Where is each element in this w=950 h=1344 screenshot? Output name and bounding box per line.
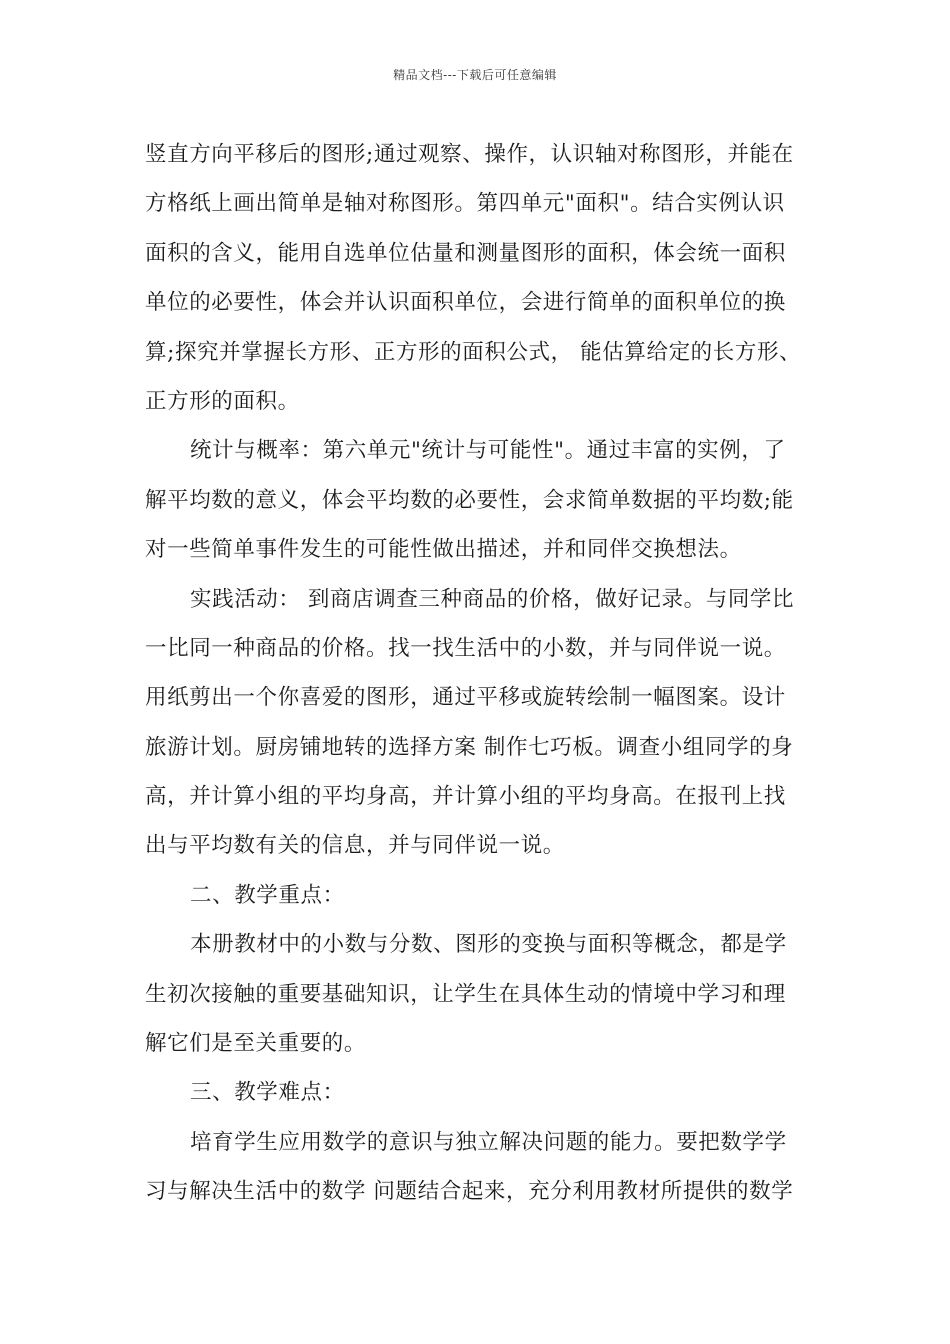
text-line: 实践活动： 到商店调查三种商品的价格，做好记录。与同学比 [190, 586, 795, 612]
text-line: 用纸剪出一个你喜爱的图形，通过平移或旋转绘制一幅图案。设计 [145, 685, 786, 711]
text-line: 竖直方向平移后的图形;通过观察、操作，认识轴对称图形，并能在 [145, 142, 794, 167]
text-line: 培育学生应用数学的意识与独立解决问题的能力。要把数学学 [190, 1129, 787, 1155]
text-line: 单位的必要性，体会并认识面积单位，会进行简单的面积单位的换 [145, 290, 786, 316]
text-line: 算;探究并掌握长方形、正方形的面积公式， 能估算给定的长方形、 [145, 339, 802, 365]
text-line: 生初次接触的重要基础知识，让学生在具体生动的情境中学习和理 [145, 981, 786, 1007]
text-line: 方格纸上画出简单是轴对称图形。第四单元"面积"。结合实例认识 [145, 191, 785, 217]
text-line: 习与解决生活中的数学 问题结合起来，充分利用教材所提供的数学 [145, 1179, 794, 1205]
text-line: 面积的含义，能用自选单位估量和测量图形的面积，体会统一面积 [145, 240, 786, 266]
document-body [145, 130, 825, 1217]
text-line: 一比同一种商品的价格。找一找生活中的小数，并与同伴说一说。 [145, 635, 786, 661]
text-line: 二、教学重点： [190, 882, 345, 908]
text-line: 解它们是至关重要的。 [145, 1031, 367, 1057]
page-header: 精品文档---下载后可任意编辑 [393, 68, 557, 82]
text-line: 旅游计划。厨房铺地转的选择方案 制作七巧板。调查小组同学的身 [145, 734, 794, 760]
text-line: 三、教学难点： [190, 1080, 345, 1106]
text-line: 本册教材中的小数与分数、图形的变换与面积等概念，都是学 [190, 932, 787, 958]
text-line: 对一些简单事件发生的可能性做出描述，并和同伴交换想法。 [145, 537, 742, 563]
text-line: 高，并计算小组的平均身高，并计算小组的平均身高。在报刊上找 [145, 784, 786, 810]
text-line: 正方形的面积。 [145, 388, 300, 414]
text-line: 出与平均数有关的信息，并与同伴说一说。 [145, 833, 565, 859]
text-line: 解平均数的意义，体会平均数的必要性，会求简单数据的平均数;能 [145, 487, 794, 513]
text-line: 统计与概率：第六单元"统计与可能性"。通过丰富的实例，了 [190, 438, 786, 464]
